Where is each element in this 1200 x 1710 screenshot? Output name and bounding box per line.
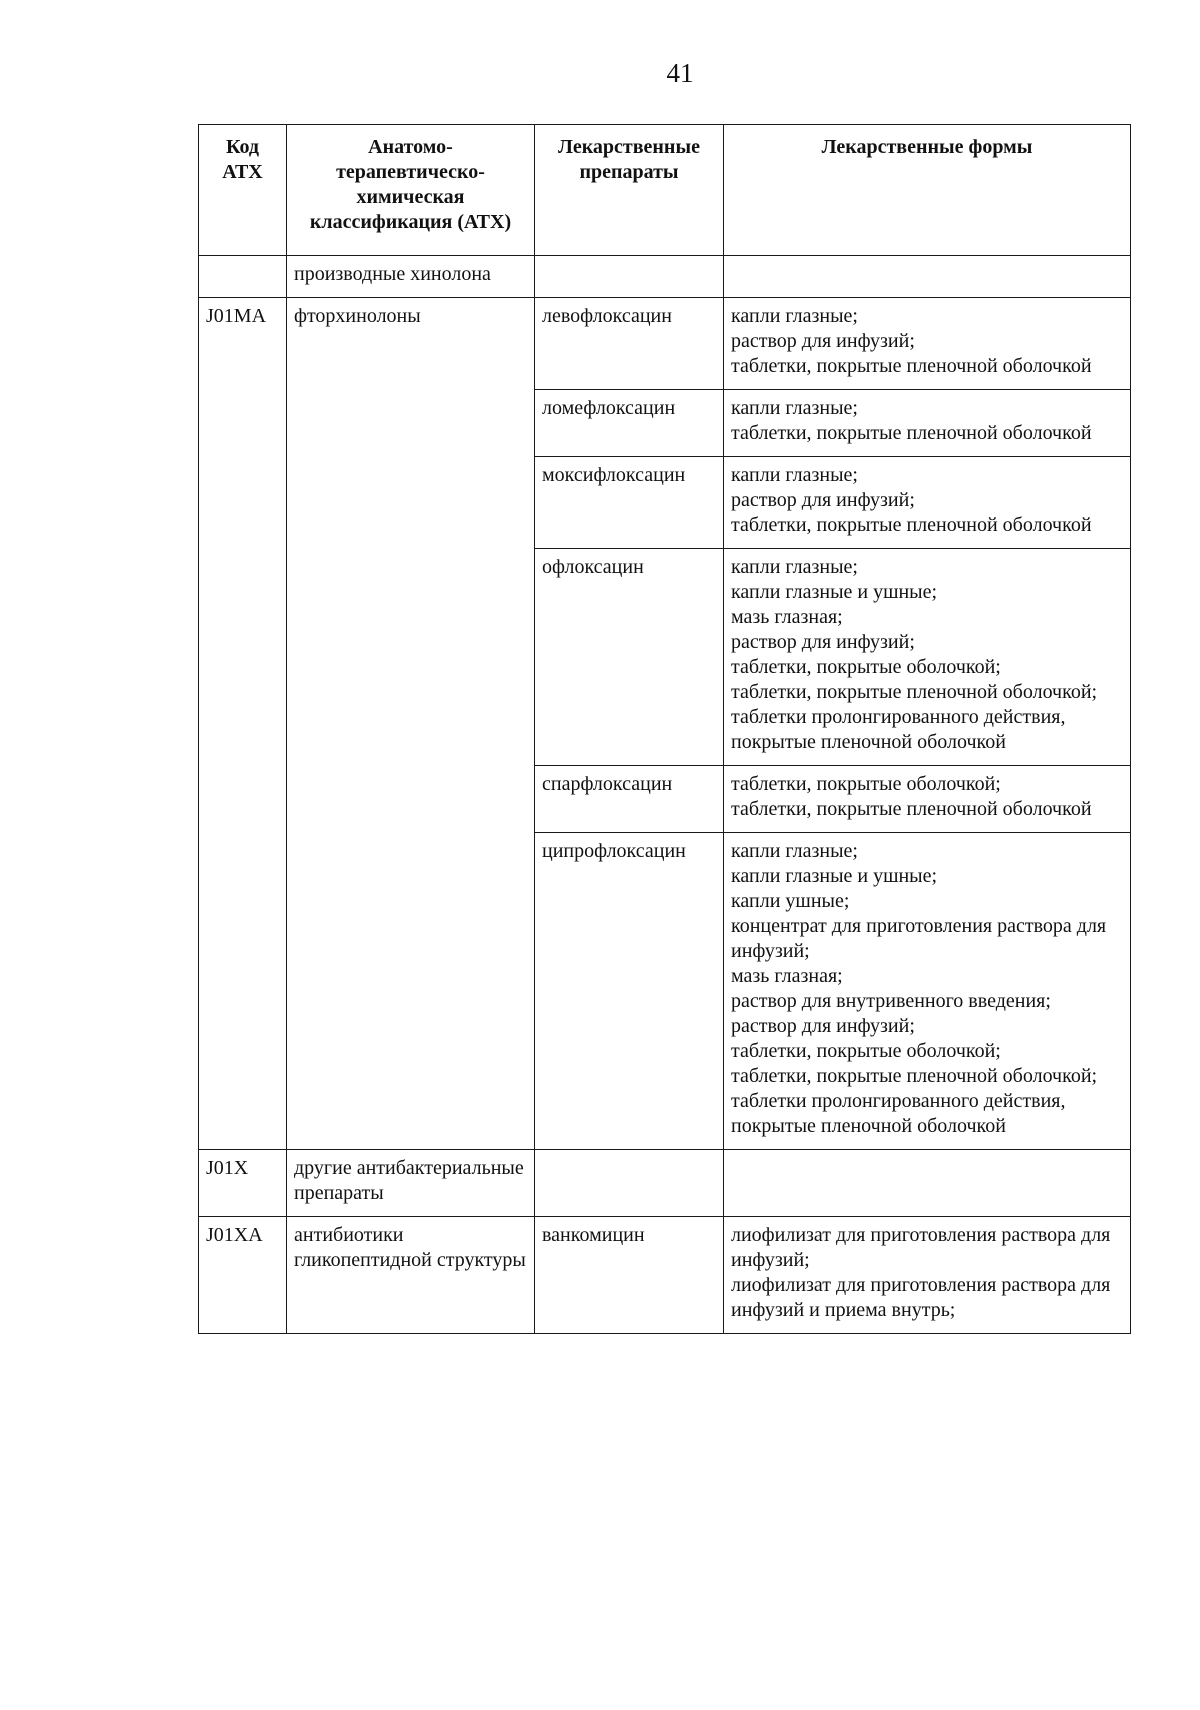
drug-cell: ванкомицин [535, 1217, 724, 1334]
dosage-forms-cell: капли глазные; капли глазные и ушные; капли ушные; концентрат для приготовления раствора для инфузий; мазь глазная; раствор для внутривенного введения; раствор для инфузий; таблетки, покрытые оболочкой; таблетки, покрытые пленочной оболочкой; таблетки пролонгированного действия, покрытые пленочной оболочкой [724, 833, 1131, 1150]
classification-cell: производные хинолона [287, 256, 535, 298]
classification-cell: фторхинолоны [287, 298, 535, 1150]
header-dosage-forms: Лекарственные формы [724, 125, 1131, 256]
atc-code-cell: J01X [199, 1150, 287, 1217]
dosage-forms-cell: таблетки, покрытые оболочкой; таблетки, покрытые пленочной оболочкой [724, 766, 1131, 833]
table-row [199, 298, 1131, 390]
drug-cell [535, 1150, 724, 1217]
header-atc-classification: Анатомо- терапевтическо- химическая классификация (АТХ) [287, 125, 535, 256]
dosage-forms-cell: лиофилизат для приготовления раствора для инфузий; лиофилизат для приготовления раствора для инфузий и приема внутрь; [724, 1217, 1131, 1334]
page-number: 41 [666, 58, 694, 88]
dosage-forms-cell: капли глазные; таблетки, покрытые пленочной оболочкой [724, 390, 1131, 457]
drug-classification-table [198, 124, 1131, 1334]
dosage-forms-cell [724, 256, 1131, 298]
table-row [199, 256, 1131, 298]
dosage-forms-cell: капли глазные; капли глазные и ушные; мазь глазная; раствор для инфузий; таблетки, покрытые оболочкой; таблетки, покрытые пленочной оболочкой; таблетки пролонгированного действия, покрытые пленочной оболочкой [724, 549, 1131, 766]
dosage-forms-cell: капли глазные; раствор для инфузий; таблетки, покрытые пленочной оболочкой [724, 457, 1131, 549]
drug-cell: спарфлоксацин [535, 766, 724, 833]
drug-cell: моксифлоксацин [535, 457, 724, 549]
table-header-row [199, 125, 1131, 256]
drug-cell: левофлоксацин [535, 298, 724, 390]
dosage-forms-cell: капли глазные; раствор для инфузий; таблетки, покрытые пленочной оболочкой [724, 298, 1131, 390]
dosage-forms-cell [724, 1150, 1131, 1217]
table-row [199, 1217, 1131, 1334]
atc-code-cell: J01MA [199, 298, 287, 1150]
drug-cell: офлоксацин [535, 549, 724, 766]
atc-code-cell [199, 256, 287, 298]
header-atc-code: Код АТХ [199, 125, 287, 256]
classification-cell: другие антибактериальные препараты [287, 1150, 535, 1217]
header-drugs: Лекарственные препараты [535, 125, 724, 256]
drug-cell [535, 256, 724, 298]
table-row [199, 1150, 1131, 1217]
classification-cell: антибиотики гликопептидной структуры [287, 1217, 535, 1334]
atc-code-cell: J01XA [199, 1217, 287, 1334]
drug-cell: ломефлоксацин [535, 390, 724, 457]
drug-cell: ципрофлоксацин [535, 833, 724, 1150]
